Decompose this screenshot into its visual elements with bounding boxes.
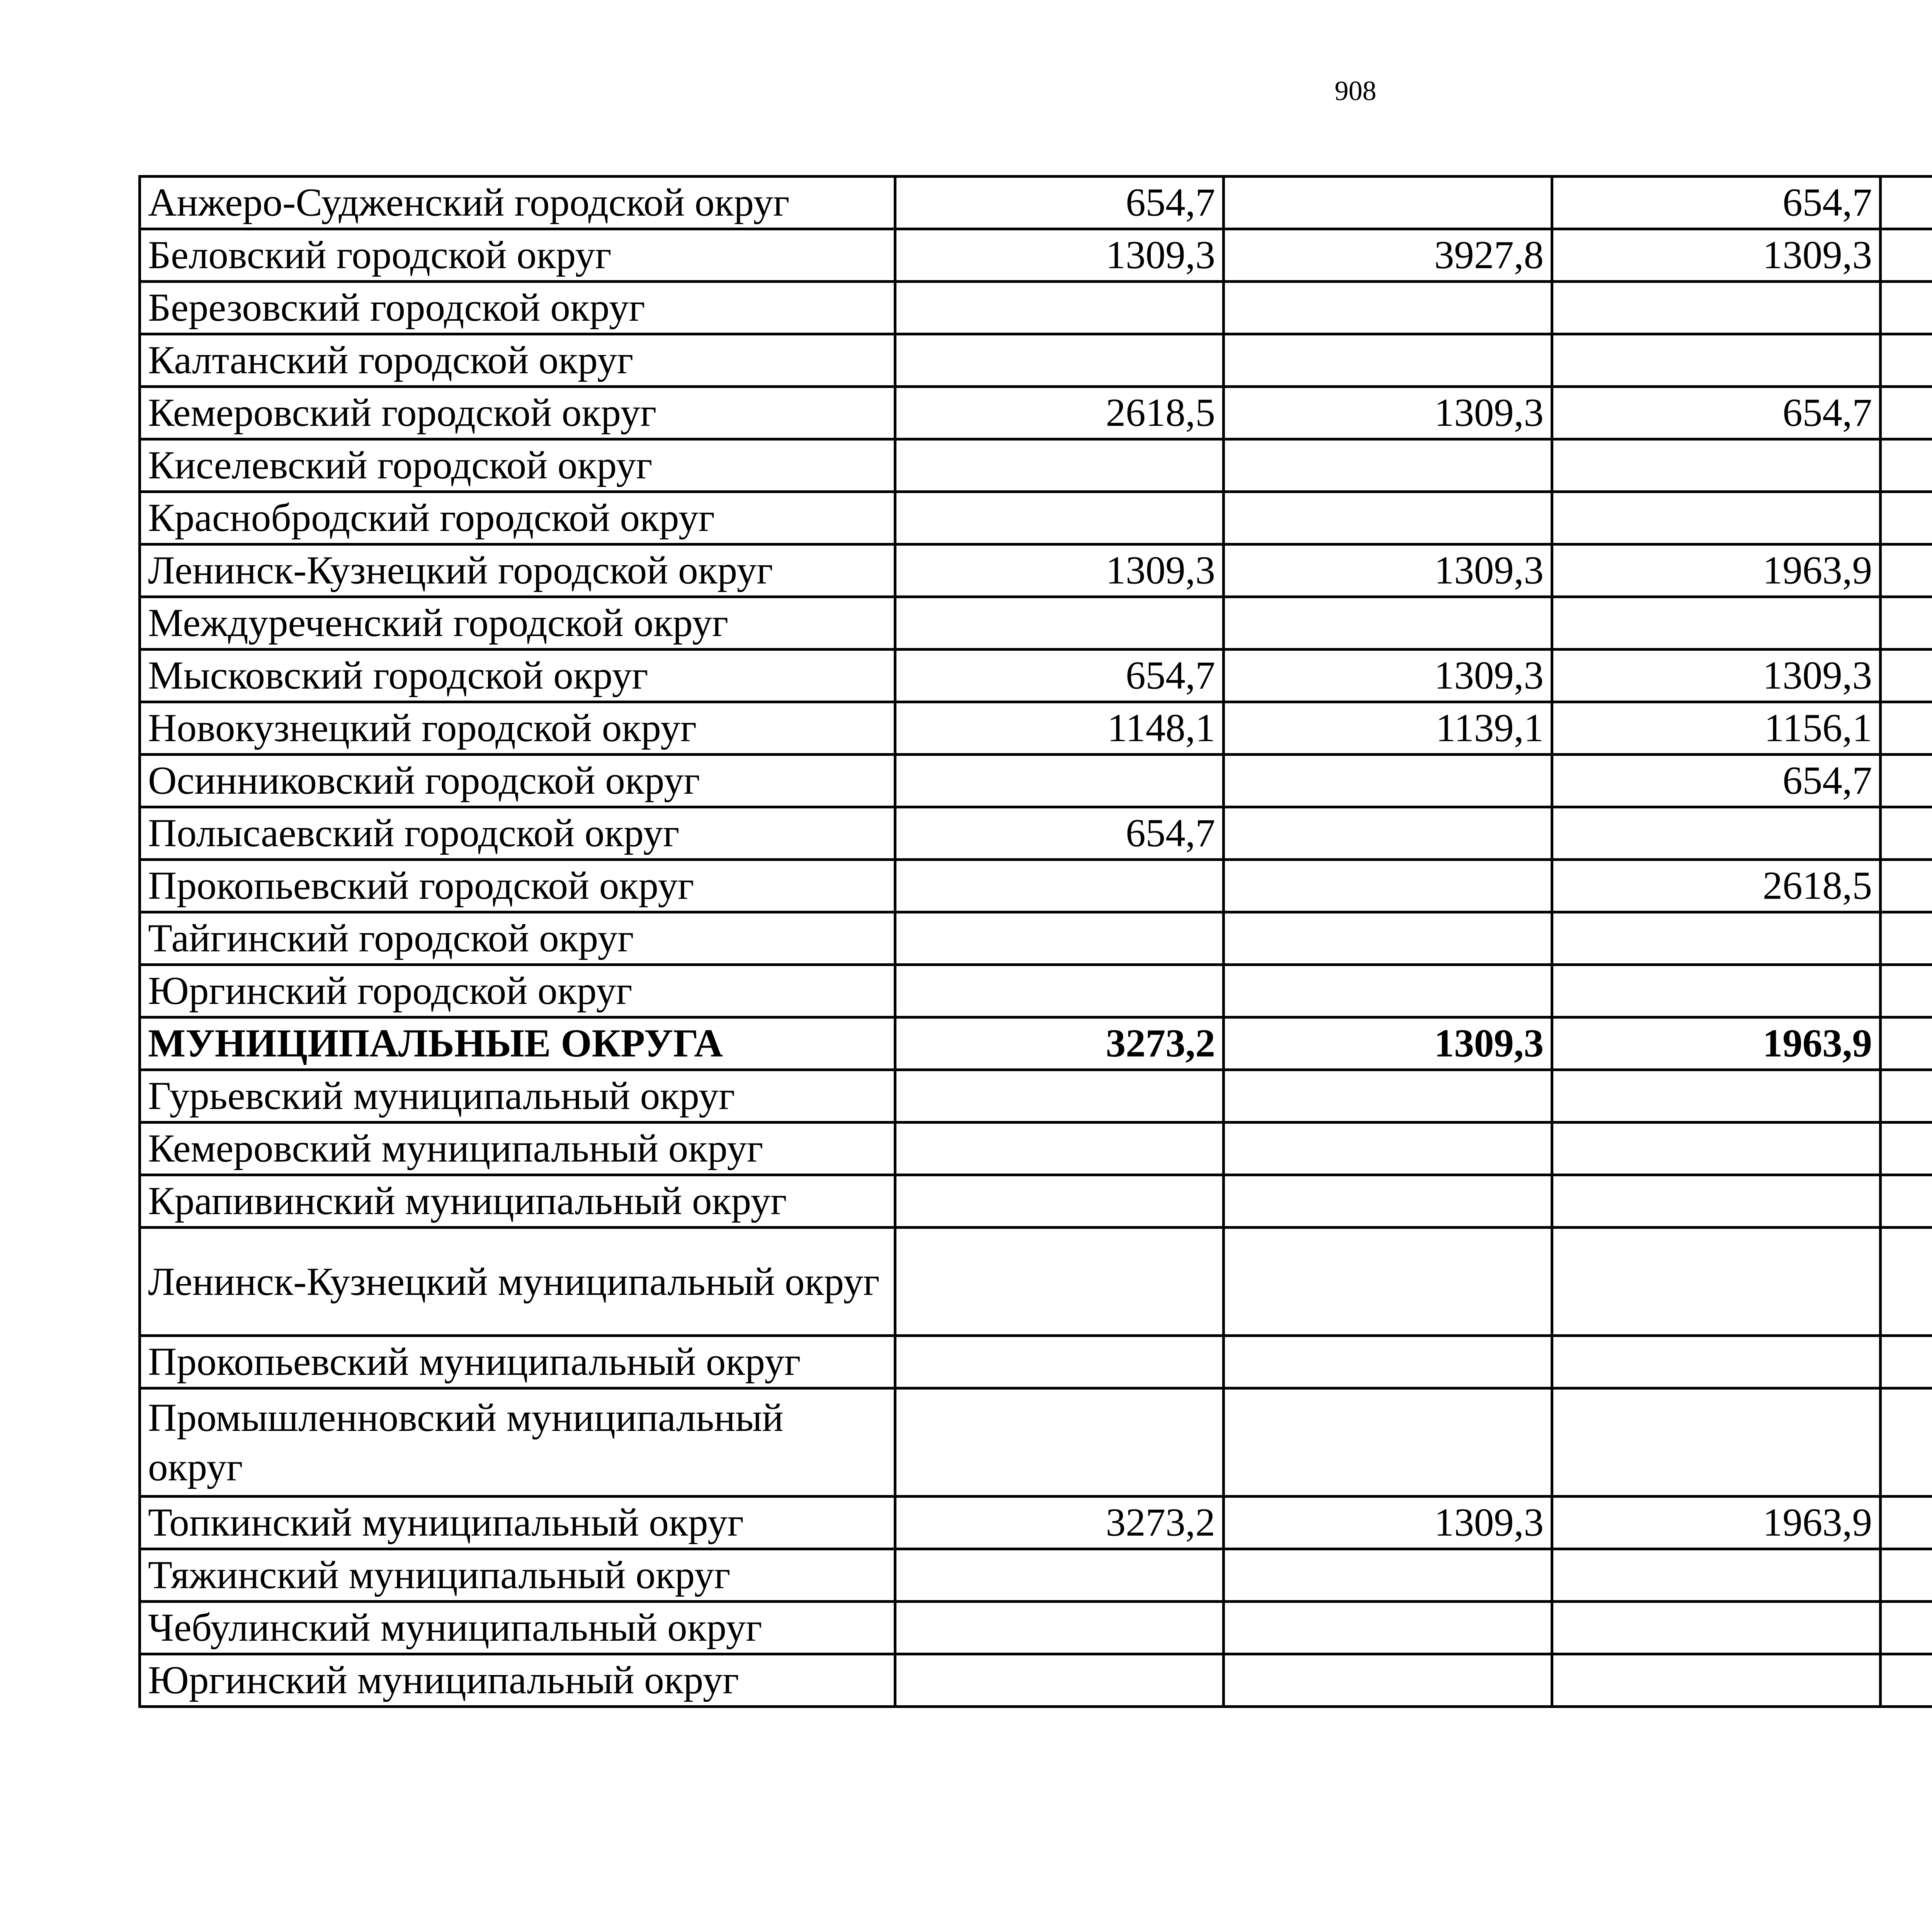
value-cell — [895, 1602, 1224, 1654]
district-name-cell: Кемеровский городской округ — [140, 387, 895, 439]
value-cell: 1148,1 — [895, 702, 1224, 755]
district-name-cell: Чебулинский муниципальный округ — [140, 1602, 895, 1654]
value-cell — [1224, 282, 1552, 334]
section-heading-cell: МУНИЦИПАЛЬНЫЕ ОКРУГА — [140, 1017, 895, 1070]
value-cell — [1881, 912, 1932, 965]
table-row — [140, 282, 1932, 334]
value-cell: 654,7 — [895, 650, 1224, 702]
table-row — [140, 334, 1932, 387]
value-cell — [1552, 1175, 1881, 1228]
value-cell — [1224, 1654, 1552, 1707]
district-name-cell: Юргинский муниципальный округ — [140, 1654, 895, 1707]
value-cell — [895, 492, 1224, 544]
value-cell — [895, 1175, 1224, 1228]
district-name-cell: Краснобродский городской округ — [140, 492, 895, 544]
value-cell — [1881, 229, 1932, 282]
value-cell — [1552, 1336, 1881, 1388]
value-cell: 3927,8 — [1224, 229, 1552, 282]
value-cell — [1881, 334, 1932, 387]
value-cell — [1552, 1388, 1881, 1497]
value-cell: 1309,3 — [1224, 650, 1552, 702]
district-name-cell: Анжеро-Судженский городской округ — [140, 177, 895, 229]
district-name-cell: Полысаевский городской округ — [140, 807, 895, 860]
value-cell: 1963,9 — [1552, 544, 1881, 597]
value-cell: 1309,3 — [895, 229, 1224, 282]
value-cell — [1552, 912, 1881, 965]
value-cell: 2618,5 — [1552, 860, 1881, 912]
value-cell — [895, 965, 1224, 1017]
value-cell — [1881, 439, 1932, 492]
value-cell — [1224, 334, 1552, 387]
table-row — [140, 860, 1932, 912]
value-cell — [895, 1549, 1224, 1602]
district-name-cell: Ленинск-Кузнецкий муниципальный округ — [140, 1228, 895, 1336]
value-cell — [895, 282, 1224, 334]
table-row — [140, 1388, 1932, 1497]
value-cell — [895, 334, 1224, 387]
value-cell — [895, 597, 1224, 650]
value-cell — [1552, 492, 1881, 544]
section-total-row — [140, 1017, 1932, 1070]
value-cell — [1881, 1497, 1932, 1549]
district-name-cell: Юргинский городской округ — [140, 965, 895, 1017]
value-cell — [895, 860, 1224, 912]
table-row — [140, 177, 1932, 229]
district-name-cell: Кемеровский муниципальный округ — [140, 1123, 895, 1175]
table-row — [140, 1654, 1932, 1707]
district-name-cell: Беловский городской округ — [140, 229, 895, 282]
value-cell — [1552, 1602, 1881, 1654]
value-cell — [895, 1228, 1224, 1336]
value-cell — [1224, 492, 1552, 544]
district-name-cell: Тяжинский муниципальный округ — [140, 1549, 895, 1602]
table-row — [140, 650, 1932, 702]
value-cell — [1224, 807, 1552, 860]
value-cell — [1552, 1654, 1881, 1707]
page-number: 908 — [1335, 75, 1376, 106]
district-name-cell: Междуреченский городской округ — [140, 597, 895, 650]
value-cell — [895, 439, 1224, 492]
value-cell — [1552, 282, 1881, 334]
table-row — [140, 544, 1932, 597]
table-row — [140, 1602, 1932, 1654]
value-cell — [1224, 1175, 1552, 1228]
district-name-cell: Березовский городской округ — [140, 282, 895, 334]
value-cell — [895, 912, 1224, 965]
district-name-cell: Мысковский городской округ — [140, 650, 895, 702]
value-cell — [895, 1336, 1224, 1388]
value-cell — [1552, 1123, 1881, 1175]
table-row — [140, 912, 1932, 965]
district-name-cell: Топкинский муниципальный округ — [140, 1497, 895, 1549]
value-cell: 654,7 — [1552, 755, 1881, 807]
value-cell — [1224, 1228, 1552, 1336]
district-name-cell: Ленинск-Кузнецкий городской округ — [140, 544, 895, 597]
table-row — [140, 439, 1932, 492]
value-cell — [1552, 1228, 1881, 1336]
value-cell: 1139,1 — [1224, 702, 1552, 755]
district-name-cell: Гурьевский муниципальный округ — [140, 1070, 895, 1123]
value-cell — [1881, 387, 1932, 439]
value-cell — [1881, 1388, 1932, 1497]
value-cell — [1881, 492, 1932, 544]
value-cell — [1552, 1070, 1881, 1123]
value-cell: 1309,3 — [1552, 229, 1881, 282]
budget-table — [138, 175, 1932, 1708]
value-cell — [895, 755, 1224, 807]
district-name-cell: Киселевский городской округ — [140, 439, 895, 492]
district-name-cell: Крапивинский муниципальный округ — [140, 1175, 895, 1228]
value-cell — [1881, 1336, 1932, 1388]
value-cell — [1552, 334, 1881, 387]
value-cell — [1881, 1602, 1932, 1654]
table-row — [140, 1228, 1932, 1336]
value-cell — [1224, 1388, 1552, 1497]
district-name-cell: Новокузнецкий городской округ — [140, 702, 895, 755]
table-row — [140, 965, 1932, 1017]
value-cell: 654,7 — [1552, 387, 1881, 439]
value-cell — [895, 1070, 1224, 1123]
value-cell — [895, 1654, 1224, 1707]
total-value-cell: 1309,3 — [1224, 1017, 1552, 1070]
district-name-cell: Осинниковский городской округ — [140, 755, 895, 807]
value-cell: 1309,3 — [1224, 387, 1552, 439]
table-row — [140, 597, 1932, 650]
table-row — [140, 1497, 1932, 1549]
value-cell — [1881, 807, 1932, 860]
table-row — [140, 1336, 1932, 1388]
total-value-cell: 1963,9 — [1552, 1017, 1881, 1070]
value-cell — [1224, 1549, 1552, 1602]
value-cell: 654,7 — [895, 177, 1224, 229]
value-cell — [1552, 807, 1881, 860]
value-cell — [895, 1388, 1224, 1497]
value-cell: 654,7 — [1552, 177, 1881, 229]
value-cell — [1881, 860, 1932, 912]
district-name-cell: Прокопьевский муниципальный округ — [140, 1336, 895, 1388]
value-cell — [1224, 965, 1552, 1017]
value-cell — [1881, 1549, 1932, 1602]
table-row — [140, 492, 1932, 544]
table-row — [140, 229, 1932, 282]
value-cell — [1224, 860, 1552, 912]
value-cell — [1224, 755, 1552, 807]
table-row — [140, 807, 1932, 860]
value-cell — [1552, 965, 1881, 1017]
value-cell: 1309,3 — [895, 544, 1224, 597]
value-cell — [1881, 965, 1932, 1017]
total-value-cell — [1881, 1017, 1932, 1070]
value-cell: 1309,3 — [1224, 1497, 1552, 1549]
value-cell: 1309,3 — [1224, 544, 1552, 597]
value-cell: 3273,2 — [895, 1497, 1224, 1549]
value-cell — [1881, 1175, 1932, 1228]
value-cell — [1881, 177, 1932, 229]
value-cell — [1881, 1654, 1932, 1707]
table-row — [140, 1175, 1932, 1228]
value-cell: 1156,1 — [1552, 702, 1881, 755]
value-cell: 1963,9 — [1552, 1497, 1881, 1549]
value-cell — [1224, 1070, 1552, 1123]
table-row — [140, 702, 1932, 755]
value-cell — [1881, 544, 1932, 597]
value-cell: 2618,5 — [895, 387, 1224, 439]
value-cell — [1881, 1070, 1932, 1123]
value-cell: 654,7 — [895, 807, 1224, 860]
value-cell — [1224, 439, 1552, 492]
table-row — [140, 1070, 1932, 1123]
value-cell — [1881, 1228, 1932, 1336]
value-cell — [1224, 177, 1552, 229]
table-row — [140, 1549, 1932, 1602]
district-name-cell: Промышленновский муниципальный округ — [140, 1388, 895, 1497]
value-cell — [1881, 1123, 1932, 1175]
total-value-cell: 3273,2 — [895, 1017, 1224, 1070]
district-name-cell: Тайгинский городской округ — [140, 912, 895, 965]
value-cell — [1552, 439, 1881, 492]
district-name-cell: Калтанский городской округ — [140, 334, 895, 387]
value-cell — [1881, 282, 1932, 334]
table-row — [140, 755, 1932, 807]
value-cell — [1881, 650, 1932, 702]
value-cell — [1224, 1123, 1552, 1175]
value-cell — [1224, 912, 1552, 965]
table-body — [140, 177, 1932, 1707]
value-cell — [895, 1123, 1224, 1175]
value-cell — [1224, 1602, 1552, 1654]
value-cell: 1309,3 — [1552, 650, 1881, 702]
value-cell — [1552, 1549, 1881, 1602]
value-cell — [1224, 1336, 1552, 1388]
value-cell — [1881, 755, 1932, 807]
table-row — [140, 387, 1932, 439]
value-cell — [1881, 597, 1932, 650]
value-cell — [1552, 597, 1881, 650]
value-cell — [1224, 597, 1552, 650]
value-cell — [1881, 702, 1932, 755]
table-row — [140, 1123, 1932, 1175]
district-name-cell: Прокопьевский городской округ — [140, 860, 895, 912]
